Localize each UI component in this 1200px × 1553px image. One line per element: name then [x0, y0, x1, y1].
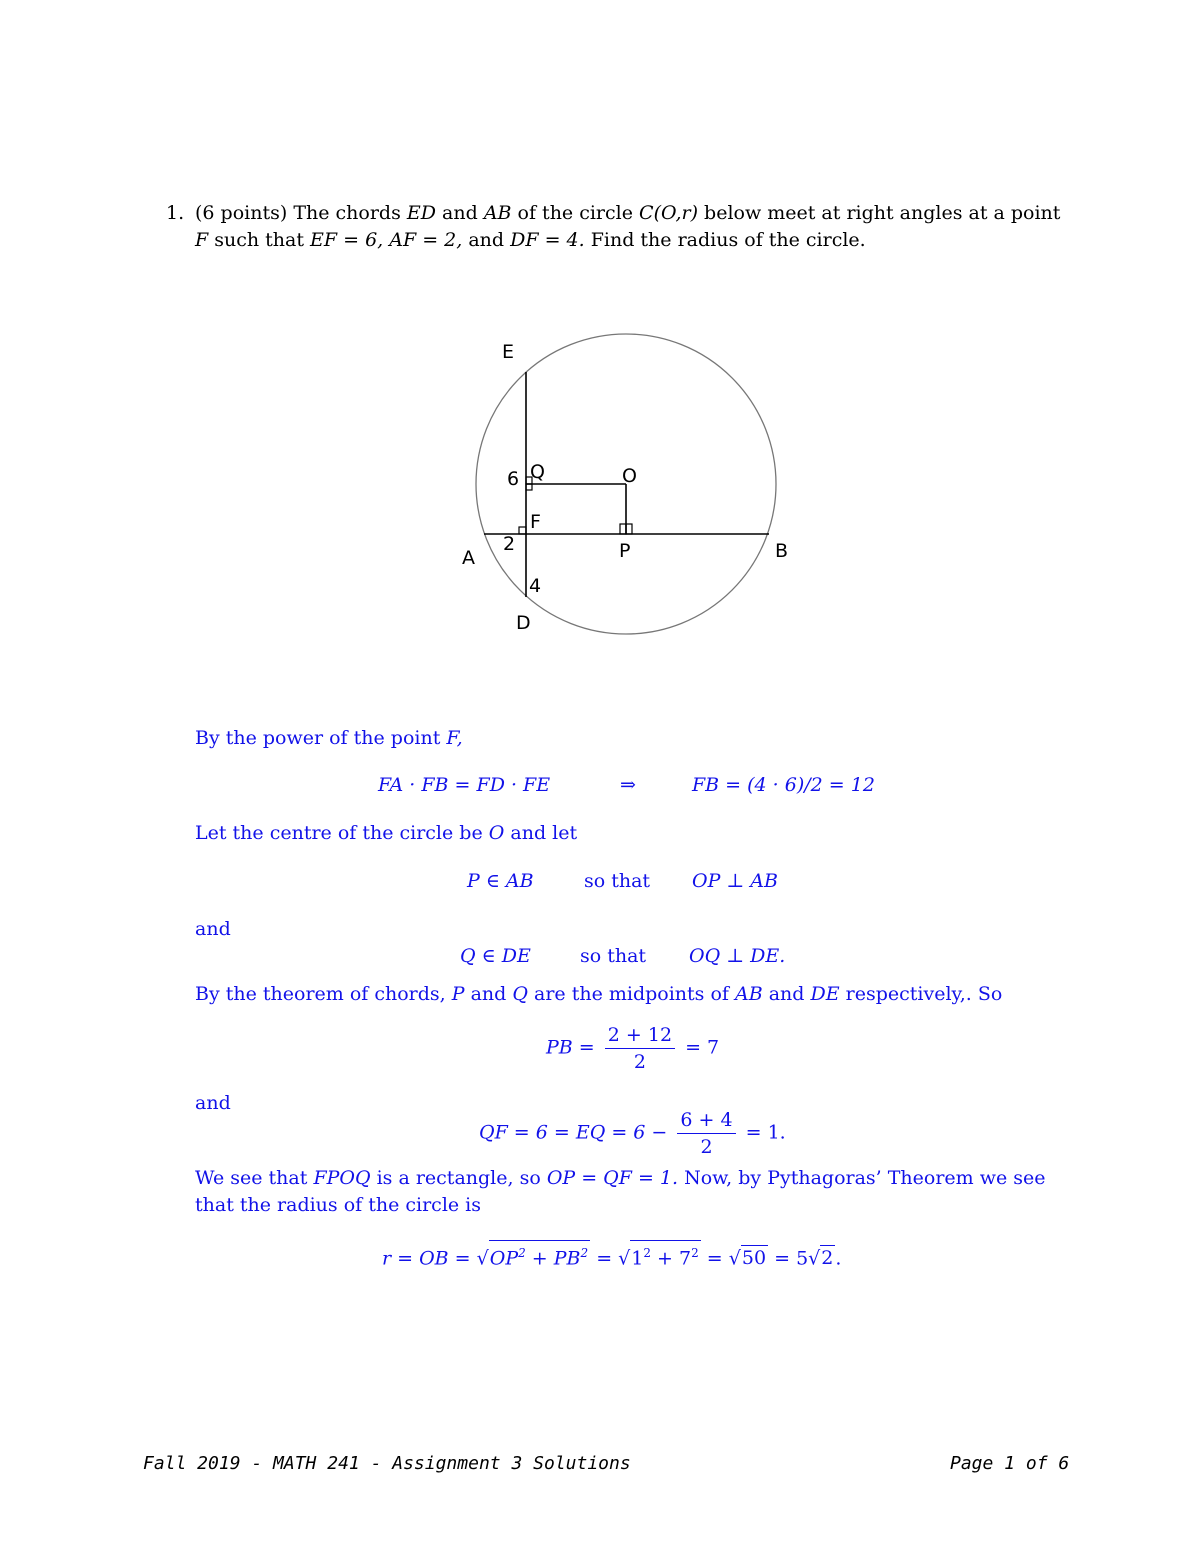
solution-line-5: that the radius of the circle is — [195, 1194, 482, 1216]
label-o: O — [622, 465, 637, 487]
sqrt-numbers: $1^2 + 7^2$ — [630, 1240, 700, 1269]
equation-p-in-ab: P ∈ AB — [467, 870, 534, 892]
label-six: 6 — [507, 468, 520, 490]
so-that-2: so that — [580, 945, 647, 967]
footer-page-number: Page 1 of 6 — [950, 1453, 1070, 1474]
sqrt-sign-1: √ — [476, 1247, 489, 1270]
label-f: F — [530, 511, 541, 533]
solution-line-1: By the power of the point F, — [195, 727, 463, 749]
solution-line-3: By the theorem of chords, P and Q are the midpoints of AB and DE respectively,. So — [195, 983, 1003, 1005]
label-four: 4 — [529, 575, 542, 597]
equation-power-lhs: FA · FB = FD · FE — [378, 774, 551, 796]
fraction-qf: $\frac{6 + 4}{2}$ — [677, 1109, 735, 1158]
label-two: 2 — [503, 533, 516, 555]
so-that-1: so that — [584, 870, 651, 892]
footer-course-info: Fall 2019 - MATH 241 - Assignment 3 Solutions — [143, 1453, 631, 1474]
and-2: and — [195, 1092, 231, 1114]
and-1: and — [195, 918, 231, 940]
question-points: (6 points) — [195, 202, 288, 224]
question-number: 1. — [166, 202, 185, 224]
equation-radius: r = OB = $√OP^2 + PB^2 = √1^2 + 7^2 = √50 = 5√2$ . — [382, 1240, 841, 1269]
label-d: D — [516, 612, 531, 634]
sqrt-op-pb: $OP^2 + PB^2$ — [489, 1240, 590, 1269]
equation-pb: PB = $\frac{2 + 12}{2}$ = 7 — [546, 1024, 720, 1073]
label-e: E — [502, 341, 515, 363]
equation-qf: QF = 6 = EQ = 6 − $\frac{6 + 4}{2}$ = 1. — [479, 1109, 786, 1158]
sqrt-sign-2: √ — [618, 1247, 631, 1270]
equation-oq-perp-de: OQ ⊥ DE. — [689, 945, 786, 967]
label-b: B — [775, 540, 789, 562]
solution-line-4: We see that FPOQ is a rectangle, so OP = QF = 1. Now, by Pythagoras’ Theorem we see — [195, 1167, 1046, 1189]
equation-op-perp-ab: OP ⊥ AB — [692, 870, 778, 892]
sqrt-sign-3: √ — [728, 1247, 741, 1270]
equation-power-rhs: FB = (4 · 6)/2 = 12 — [692, 774, 875, 796]
equation-q-in-de: Q ∈ DE — [460, 945, 531, 967]
equation-power-arrow: ⇒ — [620, 774, 636, 796]
fraction-pb: $\frac{2 + 12}{2}$ — [605, 1024, 675, 1073]
solution-line-2: Let the centre of the circle be O and let — [195, 822, 578, 844]
question-text-line-1: (6 points) The chords ED and AB of the circle C(O,r) below meet at right angles at a point — [195, 202, 1061, 224]
label-q: Q — [530, 461, 545, 483]
circle-diagram — [0, 0, 1200, 700]
sqrt-sign-4: √ — [808, 1247, 821, 1270]
label-p: P — [619, 540, 631, 562]
label-a: A — [462, 547, 475, 569]
question-text-line-2: F such that EF = 6, AF = 2, and DF = 4. Find the radius of the circle. — [195, 229, 866, 251]
